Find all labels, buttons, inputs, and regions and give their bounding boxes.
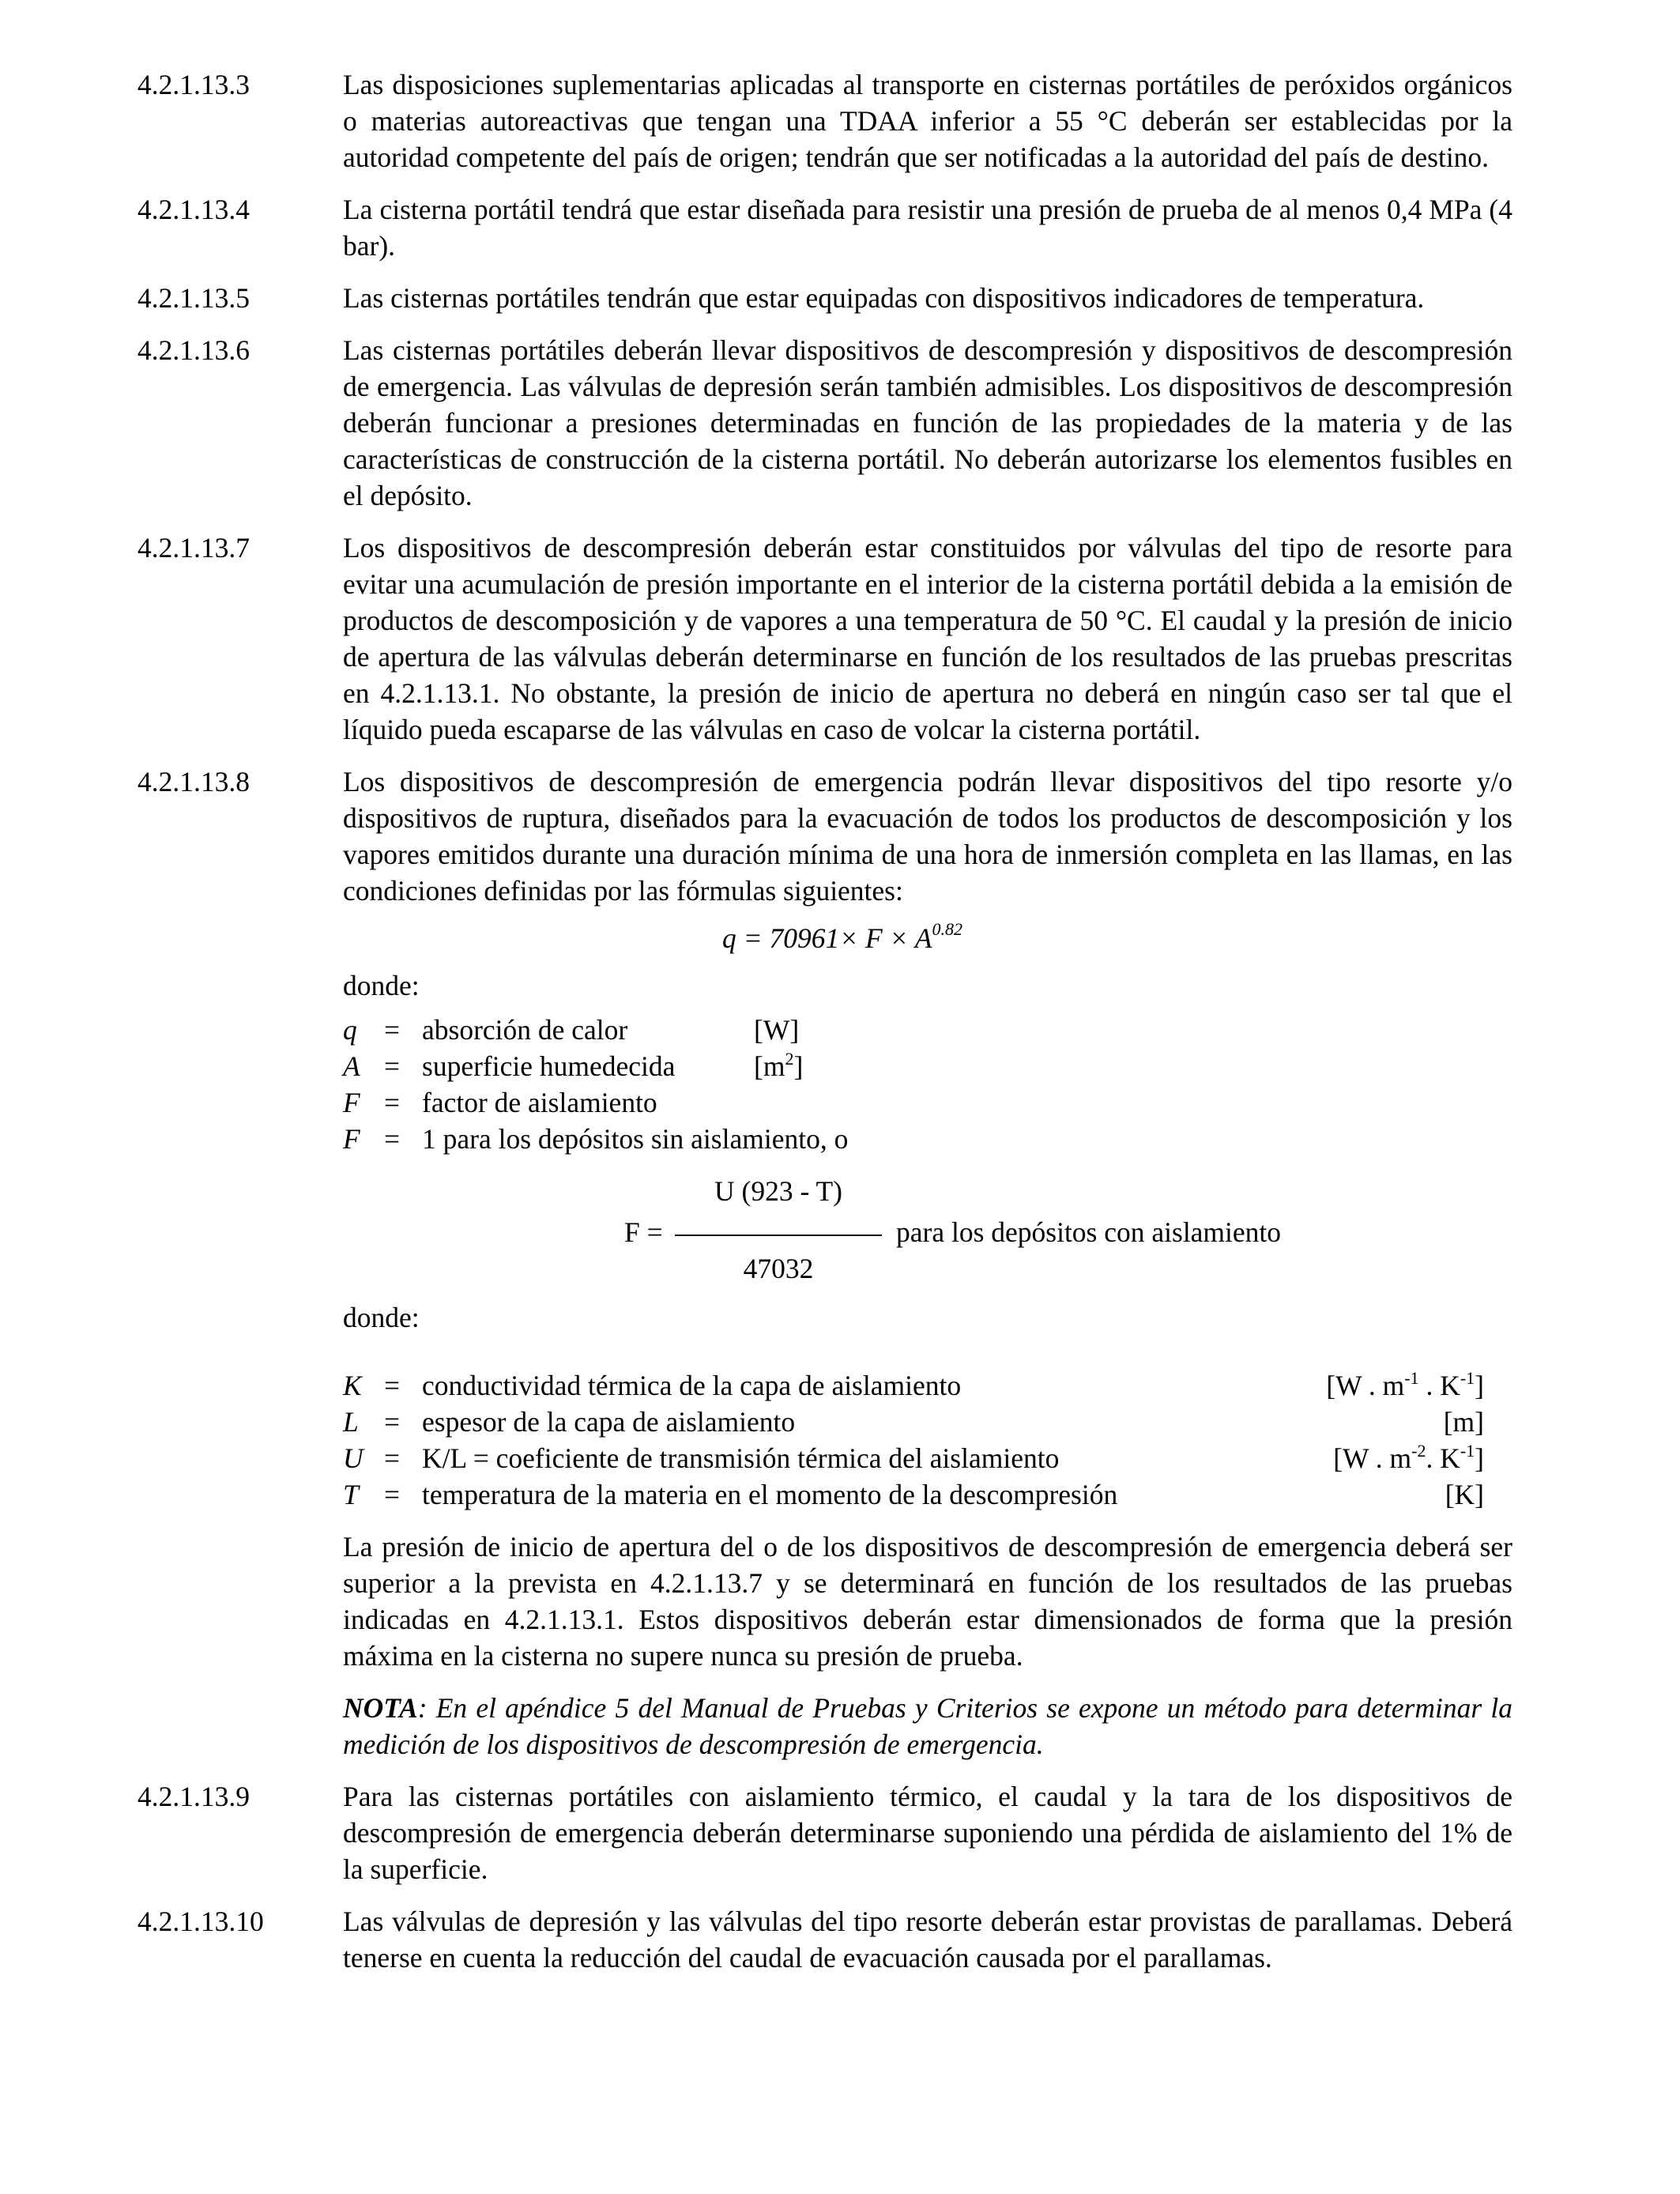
- variable-definitions-1: [343, 1012, 1512, 1157]
- paragraph-text: Los dispositivos de descompresión deberán estar constituidos por válvulas del tipo de resorte para evitar una acumulación de presión importante en el interior de la cisterna portátil debida a la emisión de productos de descomposición y de vapores a una temperatura de 50 °C. El caudal y la presión de inicio de apertura de las válvulas deberán determinarse en función de los resultados de las pruebas prescritas en 4.2.1.13.1. No obstante, la presión de inicio de apertura no deberá en ningún caso ser tal que el líquido pueda escaparse de las válvulas en caso de volcar la cisterna portátil.: [343, 532, 1512, 745]
- paragraph-4-2-1-13-10: [137, 1903, 1512, 1976]
- paragraph-4-2-1-13-4: [137, 191, 1512, 264]
- paragraph-text: Las válvulas de depresión y las válvulas del tipo resorte deberán estar provistas de parallamas. Deberá tenerse en cuenta la reducción del caudal de evacuación causada por el parallamas.: [343, 1906, 1512, 1973]
- note-label: NOTA: [343, 1692, 418, 1724]
- formula-side-note: para los depósitos con aislamiento: [896, 1216, 1282, 1248]
- definition-row: F = factor de aislamiento: [343, 1087, 657, 1118]
- paragraph-number: 4.2.1.13.4: [137, 194, 250, 225]
- paragraph-number: 4.2.1.13.10: [137, 1906, 264, 1937]
- paragraph-number: 4.2.1.13.9: [137, 1781, 250, 1812]
- definition-row: L = espesor de la capa de aislamiento [m]: [343, 1406, 1484, 1438]
- opening-pressure-paragraph: La presión de inicio de apertura del o de los dispositivos de descompresión de emergencia deberá ser superior a la prevista en 4.2.1.13.7 y se determinará en función de los resultados de las pruebas indicadas en 4.2.1.13.1. Estos dispositivos deberán estar dimensionados de forma que la presión máxima en la cisterna no supere nunca su presión de prueba.: [343, 1531, 1512, 1672]
- paragraph-number: 4.2.1.13.5: [137, 282, 250, 314]
- paragraph-text: Los dispositivos de descompresión de emergencia podrán llevar dispositivos del tipo resorte y/o dispositivos de ruptura, diseñados para la evacuación de todos los productos de descomposición y los vapores emitidos durante una duración mínima de una hora de inmersión completa en las llamas, en las condiciones definidas por las fórmulas siguientes:: [343, 766, 1512, 907]
- formula-expression: $q = 70961\times F \times A^{0.82}$: [722, 919, 962, 954]
- variable-definitions-2: [343, 1367, 1484, 1513]
- definition-row: F = 1 para los depósitos sin aislamiento, o: [343, 1123, 849, 1155]
- donde-label: donde:: [343, 1302, 420, 1333]
- paragraph-text: Las disposiciones suplementarias aplicadas al transporte en cisternas portátiles de peróxidos orgánicos o materias autoreactivas que tengan una TDAA inferior a 55 °C deberán ser establecidas por la autoridad competente del país de origen; tendrán que ser notificadas a la autoridad del país de destino.: [343, 69, 1512, 173]
- formula-denominator: 47032: [743, 1253, 814, 1284]
- paragraph-text: Las cisternas portátiles deberán llevar dispositivos de descompresión y dispositivos de descompresión de emergencia. Las válvulas de depresión serán también admisibles. Los dispositivos de descompresión deberán funcionar a presiones determinadas en función de las propiedades de la materia y de las características de construcción de la cisterna portátil. No deberán autorizarse los elementos fusibles en el depósito.: [343, 334, 1512, 511]
- paragraph-4-2-1-13-6: [137, 332, 1512, 514]
- paragraph-4-2-1-13-5: [137, 280, 1512, 316]
- paragraph-4-2-1-13-3: [137, 66, 1512, 175]
- paragraph-text: Para las cisternas portátiles con aislamiento térmico, el caudal y la tara de los dispositivos de descompresión de emergencia deberán determinarse suponiendo una pérdida de aislamiento del 1% de la superficie.: [343, 1781, 1512, 1885]
- formula-numerator: U (923 - T): [714, 1175, 843, 1207]
- paragraph-text: La cisterna portátil tendrá que estar diseñada para resistir una presión de prueba de al menos 0,4 MPa (4 bar).: [343, 194, 1512, 262]
- paragraph-4-2-1-13-9: [137, 1778, 1512, 1887]
- document-page: [137, 66, 1512, 1992]
- definition-row: A = superficie humedecida $[m^2]$: [343, 1049, 804, 1082]
- formula-lhs: F =: [624, 1216, 663, 1248]
- note-text: : En el apéndice 5 del Manual de Pruebas y Criterios se expone un método para determinar la medición de los dispositivos de descompresión de emergencia.: [343, 1692, 1512, 1760]
- definition-row: U = K/L = coeficiente de transmisión térmica del aislamiento [W . $m^{-2}$. $K^{-1}$]: [343, 1441, 1484, 1474]
- definition-row: q = absorción de calor [W]: [343, 1014, 800, 1046]
- paragraph-number: 4.2.1.13.8: [137, 766, 250, 797]
- heat-absorption-formula: [137, 920, 1512, 959]
- insulation-factor-formula: [137, 1173, 1512, 1299]
- donde-label: donde:: [343, 970, 420, 1001]
- paragraph-4-2-1-13-7: [137, 530, 1512, 748]
- fraction-bar: [675, 1235, 882, 1236]
- paragraph-number: 4.2.1.13.6: [137, 334, 250, 366]
- paragraph-number: 4.2.1.13.3: [137, 69, 250, 100]
- definition-row: T = temperatura de la materia en el momento de la descompresión [K]: [343, 1479, 1484, 1510]
- note-paragraph: [343, 1690, 1512, 1762]
- definition-row: K = conductividad térmica de la capa de aislamiento [W . $m^{-1}$ . $K^{-1}$]: [343, 1368, 1484, 1401]
- paragraph-number: 4.2.1.13.7: [137, 532, 250, 564]
- paragraph-4-2-1-13-8: [137, 763, 1512, 909]
- paragraph-text: Las cisternas portátiles tendrán que estar equipadas con dispositivos indicadores de temperatura.: [343, 282, 1425, 314]
